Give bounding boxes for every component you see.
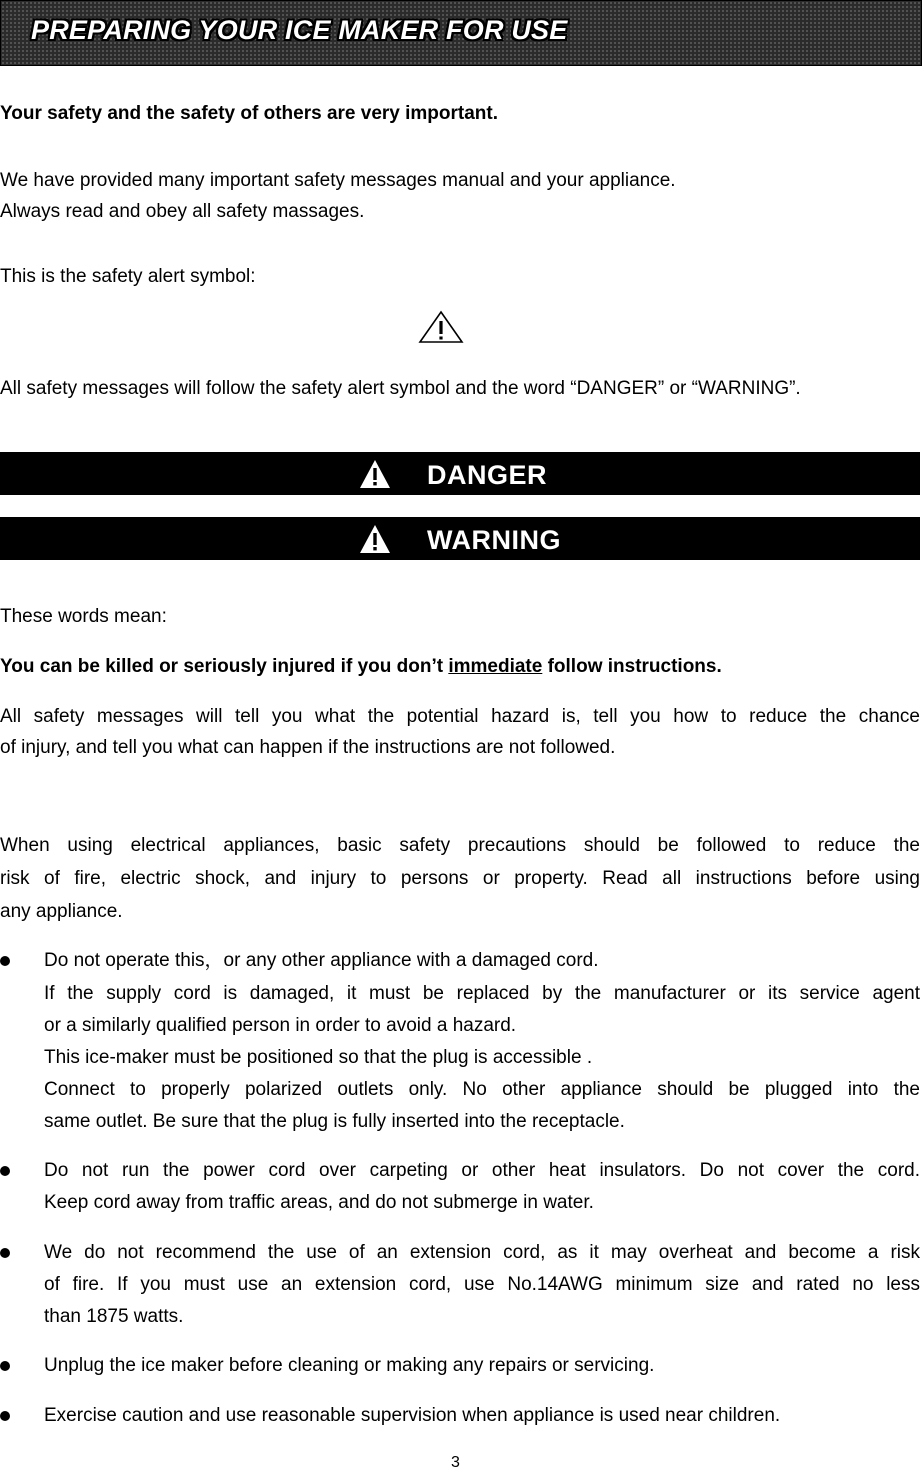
warning-label: WARNING xyxy=(427,525,561,555)
bullet-5-line-1: Exercise caution and use reasonable supervision when appliance is used near children. xyxy=(44,1405,781,1426)
bullet-1-line-4: This ice-maker must be positioned so that the plug is accessible . xyxy=(44,1047,593,1068)
tell-line-1: All safety messages will tell you what the potential hazard is, tell you how to reduce the chance xyxy=(0,706,920,727)
tell-line-2: of injury, and tell you what can happen if the instructions are not followed. xyxy=(0,737,616,758)
bullet-3-line-2: of fire. If you must use an extension cord, use No.14AWG minimum size and rated no less xyxy=(44,1274,920,1295)
page-number: 3 xyxy=(451,1454,460,1471)
precautions-line-1: When using electrical appliances, basic safety precautions should be followed to reduce the xyxy=(0,835,920,856)
section-title: PREPARING YOUR ICE MAKER FOR USE xyxy=(31,15,568,45)
bullet-dot xyxy=(0,1166,10,1176)
symbol-line: This is the safety alert symbol: xyxy=(0,266,256,287)
warning-alert-icon xyxy=(359,524,391,554)
bullet-2-line-1: Do not run the power cord over carpeting or other heat insulators. Do not cover the cord. xyxy=(44,1160,920,1181)
follow-line: All safety messages will follow the safety alert symbol and the word “DANGER” or “WARNING”. xyxy=(0,378,801,399)
killed-pre: You can be killed or seriously injured if you don’t xyxy=(0,656,449,677)
bullet-1-line-5: Connect to properly polarized outlets only. No other appliance should be plugged into the xyxy=(44,1079,920,1100)
bullet-3-line-3: than 1875 watts. xyxy=(44,1306,184,1327)
obey-line: Always read and obey all safety massages. xyxy=(0,201,365,222)
bullet-1-line-2: If the supply cord is damaged, it must be replaced by the manufacturer or its service agent xyxy=(44,983,920,1004)
bullet-3-line-1: We do not recommend the use of an extension cord, as it may overheat and become a risk xyxy=(44,1242,920,1263)
killed-underlined: immediate xyxy=(448,656,543,677)
bullet-dot xyxy=(0,1248,10,1258)
precautions-line-3: any appliance. xyxy=(0,901,123,922)
bullet-4-line-1: Unplug the ice maker before cleaning or making any repairs or servicing. xyxy=(44,1355,655,1376)
killed-line xyxy=(0,655,722,679)
bullet-dot xyxy=(0,1361,10,1371)
safety-alert-icon xyxy=(418,310,464,344)
danger-alert-icon xyxy=(359,459,391,489)
bullet-dot xyxy=(0,956,10,966)
bullet-1-line-3: or a similarly qualified person in order to avoid a hazard. xyxy=(44,1015,517,1036)
section-title-bar xyxy=(0,0,922,66)
danger-bar xyxy=(0,452,920,495)
warning-bar xyxy=(0,517,920,560)
killed-post: follow instructions. xyxy=(542,656,722,677)
bullet-1-line-6: same outlet. Be sure that the plug is fully inserted into the receptacle. xyxy=(44,1111,625,1132)
precautions-line-2: risk of fire, electric shock, and injury to persons or property. Read all instructions before using xyxy=(0,868,920,889)
provided-line: We have provided many important safety messages manual and your appliance. xyxy=(0,170,676,191)
words-mean-line: These words mean: xyxy=(0,606,167,627)
bullet-2-line-2: Keep cord away from traffic areas, and do not submerge in water. xyxy=(44,1192,594,1213)
danger-label: DANGER xyxy=(427,460,548,490)
safety-heading: Your safety and the safety of others are very important. xyxy=(0,103,499,124)
bullet-dot xyxy=(0,1411,10,1421)
bullet-1-line-1: Do not operate this，or any other appliance with a damaged cord. xyxy=(44,950,599,971)
